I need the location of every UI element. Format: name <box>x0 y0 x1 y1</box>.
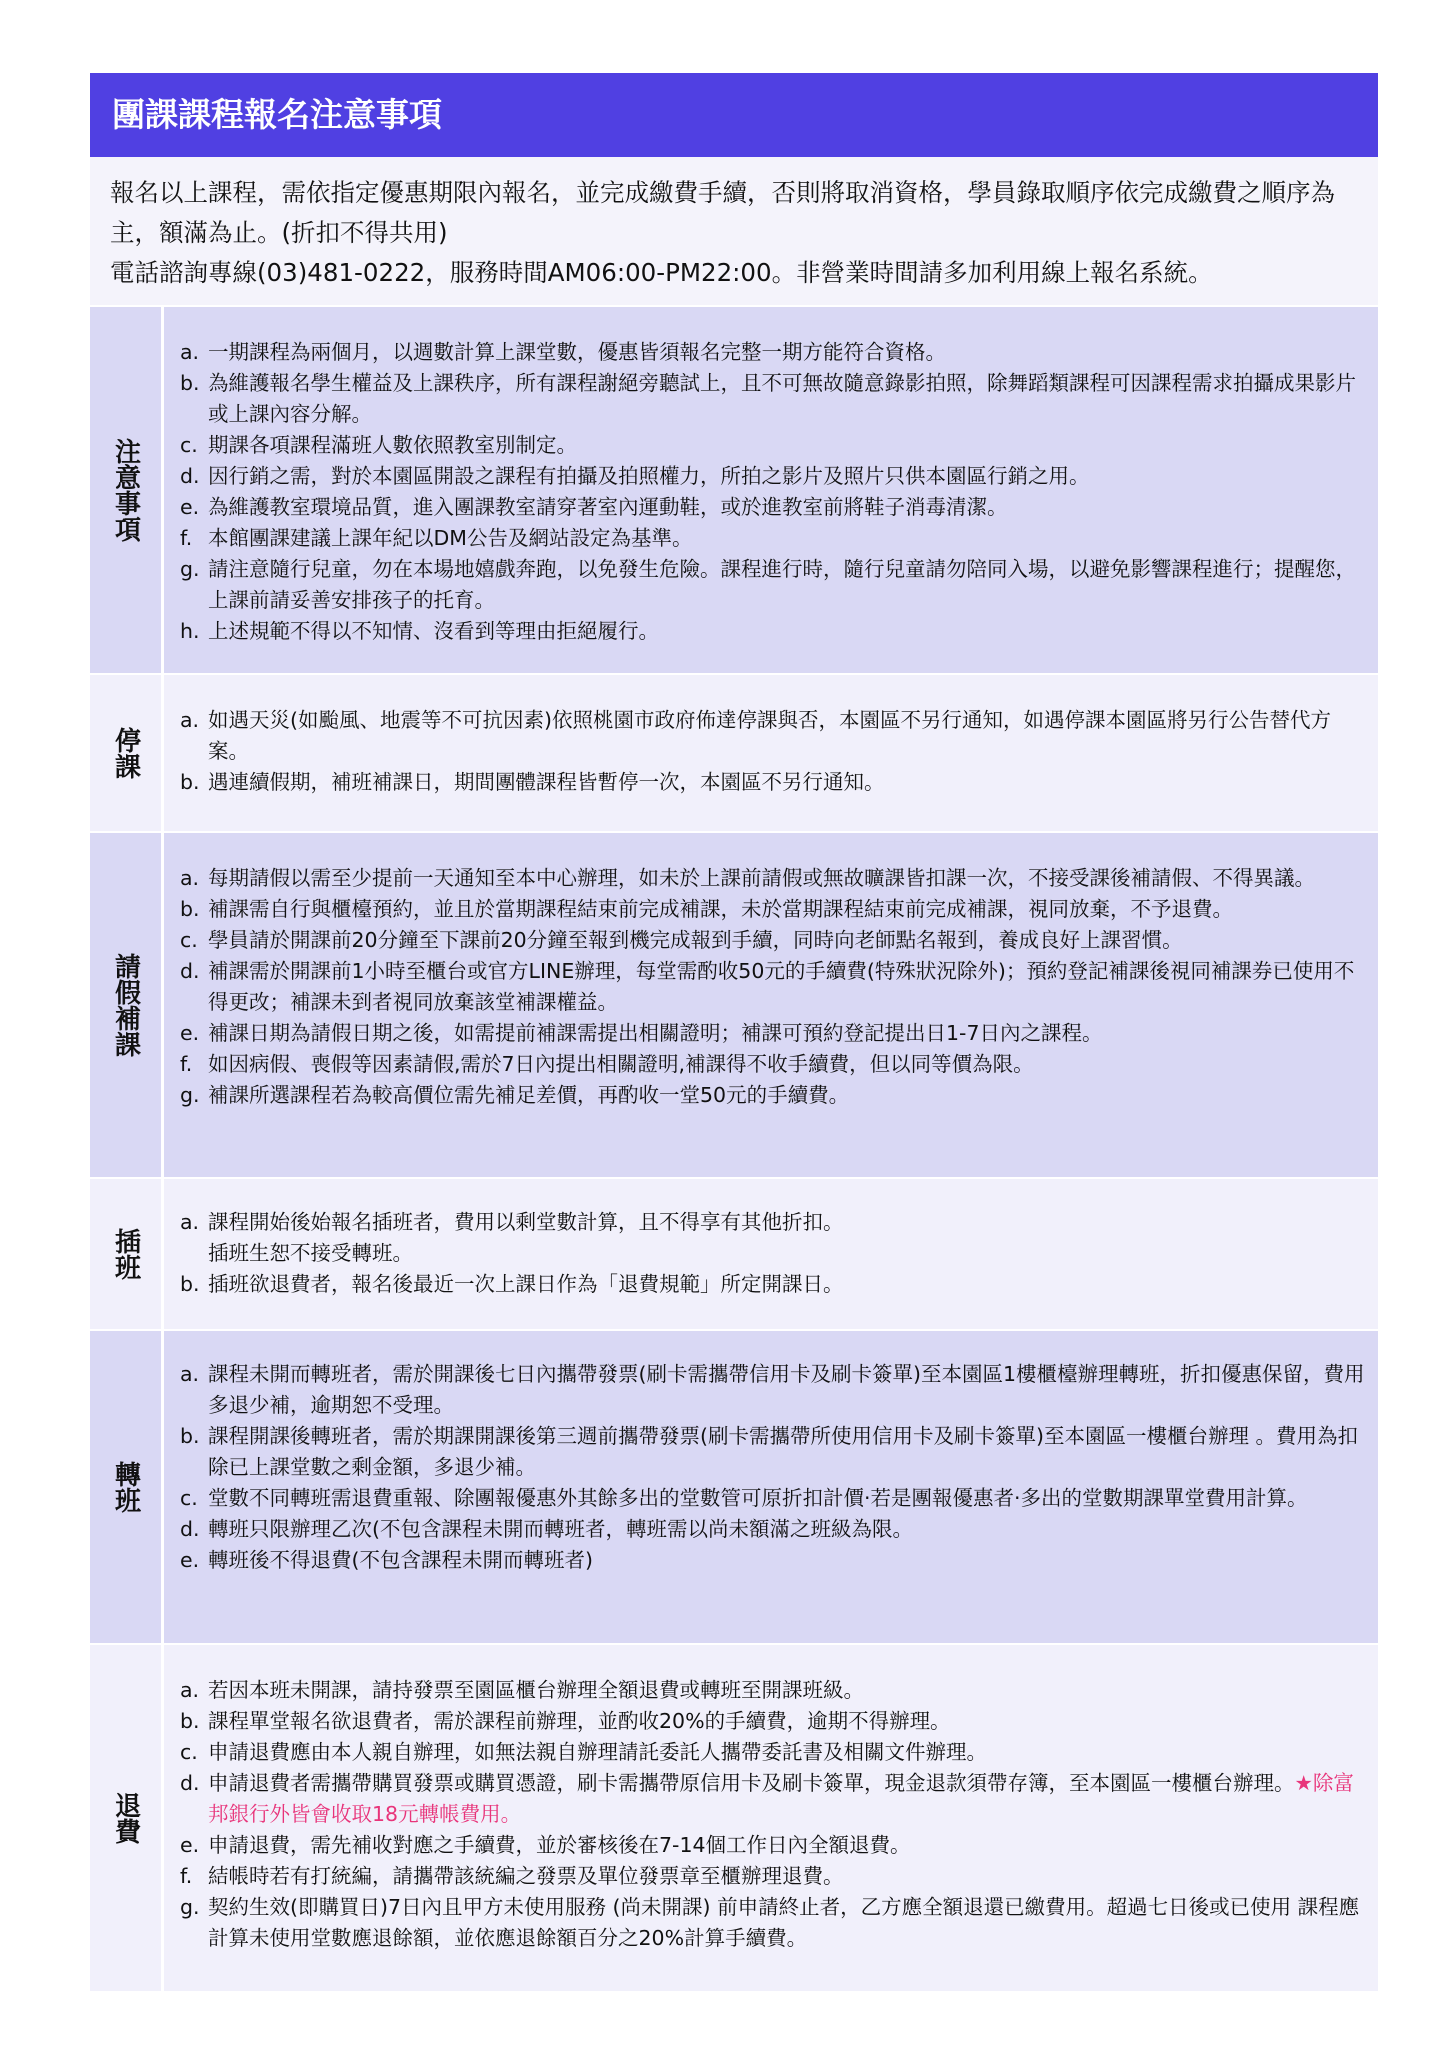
item-text-content: 為維護教室環境品質，進入團課教室請穿著室內運動鞋，或於進教室前將鞋子消毒清潔。 <box>208 495 1008 519</box>
item-text <box>208 1049 1366 1080</box>
item-marker: f. <box>180 1052 193 1076</box>
item-text <box>208 1768 1366 1830</box>
item-marker: d. <box>180 1771 200 1795</box>
item-marker: b. <box>180 1272 200 1296</box>
item-text <box>208 1830 1366 1861</box>
item-marker: d. <box>180 464 200 488</box>
item-text <box>208 1861 1366 1892</box>
item-text <box>208 1421 1366 1483</box>
item-text <box>208 767 1366 798</box>
item-text <box>208 894 1366 925</box>
item-text <box>208 1269 1366 1300</box>
item-marker: e. <box>180 495 200 519</box>
list-item <box>180 616 1366 647</box>
list-item <box>180 1892 1366 1954</box>
item-text-content: 每期請假以需至少提前一天通知至本中心辦理，如未於上課前請假或無故曠課皆扣課一次，不接受課後補請假、不得異議。 <box>208 866 1315 890</box>
intro-line-contact: 電話諮詢專線(03)481-0222，服務時間AM06:00-PM22:00。非營業時間請多加利用線上報名系統。 <box>110 258 1213 287</box>
item-text-content: 如遇天災(如颱風、地震等不可抗因素)依照桃園市政府佈達停課與否，本園區不另行通知，如遇停課本園區將另行公告替代方案。 <box>208 708 1331 763</box>
item-text-content: 本館團課建議上課年紀以DM公告及網站設定為基準。 <box>208 526 693 550</box>
list-item <box>180 554 1366 616</box>
list-item <box>180 1018 1366 1049</box>
item-text <box>208 616 1366 647</box>
sections <box>90 305 1378 1991</box>
item-text-content: 請注意隨行兒童，勿在本場地嬉戲奔跑，以免發生危險。課程進行時，隨行兒童請勿陪同入場，以避免影響課程進行；提醒您，上課前請妥善安排孩子的托育。 <box>208 557 1356 612</box>
item-text-content: 若因本班未開課，請持發票至園區櫃台辦理全額退費或轉班至開課班級。 <box>208 1678 864 1702</box>
section-label-cell <box>90 833 164 1177</box>
item-text-content: 課程未開而轉班者，需於開課後七日內攜帶發票(刷卡需攜帶信用卡及刷卡簽單)至本園區1樓櫃檯辦理轉班，折扣優惠保留，費用多退少補，逾期恕不受理。 <box>208 1362 1365 1417</box>
item-text-content: 課程開始後始報名插班者，費用以剩堂數計算，且不得享有其他折扣。 <box>208 1210 844 1234</box>
section-items <box>164 1179 1378 1329</box>
section-label: 轉班 <box>110 1461 141 1513</box>
list-item <box>180 1207 1366 1238</box>
item-marker: g. <box>180 557 200 581</box>
list-item <box>180 430 1366 461</box>
section-refund <box>90 1643 1378 1991</box>
item-text <box>208 925 1366 956</box>
section-items <box>164 1331 1378 1643</box>
item-marker: f. <box>180 1864 193 1888</box>
list-item <box>180 925 1366 956</box>
item-text <box>208 368 1366 430</box>
item-text-content: 申請退費應由本人親自辦理，如無法親自辦理請託委託人攜帶委託書及相關文件辦理。 <box>208 1740 987 1764</box>
item-highlight-note: ★除富邦銀行外皆會收取18元轉帳費用。 <box>208 1771 1354 1826</box>
section-class-transfer <box>90 1329 1378 1643</box>
list-item <box>180 1830 1366 1861</box>
item-marker: c. <box>180 1740 198 1764</box>
item-text <box>208 1737 1366 1768</box>
list-item <box>180 1514 1366 1545</box>
item-text-content: 為維護報名學生權益及上課秩序，所有課程謝絕旁聽試上，且不可無故隨意錄影拍照，除舞蹈類課程可因課程需求拍攝成果影片或上課內容分解。 <box>208 371 1356 426</box>
item-text-content: 一期課程為兩個月，以週數計算上課堂數，優惠皆須報名完整一期方能符合資格。 <box>208 340 946 364</box>
item-text <box>208 1238 1366 1269</box>
item-text-content: 如因病假、喪假等因素請假,需於7日內提出相關證明,補課得不收手續費，但以同等價為限。 <box>208 1052 1034 1076</box>
item-text <box>208 1359 1366 1421</box>
section-label-cell <box>90 1179 164 1329</box>
list-item <box>180 1049 1366 1080</box>
item-marker: b. <box>180 1424 200 1448</box>
section-notes <box>90 305 1378 673</box>
item-text <box>208 523 1366 554</box>
section-label-cell <box>90 307 164 673</box>
item-marker: c. <box>180 928 198 952</box>
item-text-content: 補課所選課程若為較高價位需先補足差價，再酌收一堂50元的手續費。 <box>208 1083 850 1107</box>
item-text-content: 上述規範不得以不知情、沒看到等理由拒絕履行。 <box>208 619 659 643</box>
item-marker: a. <box>180 1210 200 1234</box>
item-marker: a. <box>180 708 200 732</box>
item-text-content: 結帳時若有打統編，請攜帶該統編之發票及單位發票章至櫃辦理退費。 <box>208 1864 844 1888</box>
item-marker: h. <box>180 619 200 643</box>
item-text-content: 插班生恕不接受轉班。 <box>208 1241 413 1265</box>
item-text-content: 因行銷之需，對於本園區開設之課程有拍攝及拍照權力，所拍之影片及照片只供本園區行銷之用。 <box>208 464 1090 488</box>
item-marker: a. <box>180 866 200 890</box>
item-text <box>208 956 1366 1018</box>
list-item <box>180 461 1366 492</box>
item-text <box>208 461 1366 492</box>
item-marker: d. <box>180 959 200 983</box>
list-item <box>180 1080 1366 1111</box>
list-item <box>180 337 1366 368</box>
item-text-content: 申請退費者需攜帶購買發票或購買憑證，刷卡需攜帶原信用卡及刷卡簽單，現金退款須帶存簿，至本園區一樓櫃台辦理。 <box>208 1771 1295 1795</box>
item-marker: g. <box>180 1083 200 1107</box>
item-text-content: 補課需自行與櫃檯預約，並且於當期課程結束前完成補課，未於當期課程結束前完成補課，視同放棄，不予退費。 <box>208 897 1233 921</box>
item-text <box>208 863 1366 894</box>
item-text <box>208 1545 1366 1576</box>
item-text <box>208 430 1366 461</box>
item-marker: c. <box>180 433 198 457</box>
list-item <box>180 1238 1366 1269</box>
item-marker: c. <box>180 1486 198 1510</box>
list-item <box>180 1737 1366 1768</box>
list-item <box>180 1545 1366 1576</box>
item-text <box>208 1207 1366 1238</box>
item-marker: d. <box>180 1517 200 1541</box>
section-items <box>164 1645 1378 1991</box>
section-items <box>164 307 1378 673</box>
intro-block <box>90 157 1378 305</box>
item-text-content: 補課日期為請假日期之後，如需提前補課需提出相關證明；補課可預約登記提出日1-7日內之課程。 <box>208 1021 1103 1045</box>
item-text-content: 堂數不同轉班需退費重報、除團報優惠外其餘多出的堂數管可原折扣計價·若是團報優惠者·多出的堂數期課單堂費用計算。 <box>208 1486 1308 1510</box>
item-text-content: 插班欲退費者，報名後最近一次上課日作為「退費規範」所定開課日。 <box>208 1272 844 1296</box>
item-text <box>208 337 1366 368</box>
list-item <box>180 767 1366 798</box>
item-marker: a. <box>180 340 200 364</box>
section-label: 插班 <box>110 1228 141 1280</box>
item-text <box>208 1018 1366 1049</box>
section-label-cell <box>90 1645 164 1991</box>
list-item <box>180 1861 1366 1892</box>
item-text-content: 申請退費，需先補收對應之手續費，並於審核後在7-14個工作日內全額退費。 <box>208 1833 911 1857</box>
item-text <box>208 705 1366 767</box>
item-text-content: 轉班只限辦理乙次(不包含課程未開而轉班者，轉班需以尚未額滿之班級為限。 <box>208 1517 913 1541</box>
item-marker: g. <box>180 1895 200 1919</box>
item-marker <box>180 1238 208 1269</box>
item-marker: b. <box>180 770 200 794</box>
list-item <box>180 1675 1366 1706</box>
notice-document <box>90 73 1378 1991</box>
page-title: 團課課程報名注意事項 <box>90 73 1378 157</box>
section-label: 退費 <box>110 1792 141 1844</box>
item-marker: b. <box>180 371 200 395</box>
item-text <box>208 492 1366 523</box>
section-items <box>164 675 1378 831</box>
item-text-content: 課程單堂報名欲退費者，需於課程前辦理，並酌收20%的手續費，逾期不得辦理。 <box>208 1709 951 1733</box>
item-marker: e. <box>180 1833 200 1857</box>
item-text-content: 期課各項課程滿班人數依照教室別制定。 <box>208 433 577 457</box>
list-item <box>180 863 1366 894</box>
list-item <box>180 1359 1366 1421</box>
item-marker: a. <box>180 1678 200 1702</box>
item-marker: f. <box>180 526 193 550</box>
item-text <box>208 1080 1366 1111</box>
list-item <box>180 368 1366 430</box>
item-text-content: 契約生效(即購買日)7日內且甲方未使用服務 (尚未開課) 前申請終止者，乙方應全額退還已繳費用。超過七日後或已使用 課程應計算未使用堂數應退餘額，並依應退餘額百分之20%計算手續費。 <box>208 1895 1360 1950</box>
item-text <box>208 1706 1366 1737</box>
item-text-content: 補課需於開課前1小時至櫃台或官方LINE辦理，每堂需酌收50元的手續費(特殊狀況除外)；預約登記補課後視同補課券已使用不得更改；補課未到者視同放棄該堂補課權益。 <box>208 959 1355 1014</box>
item-text-content: 學員請於開課前20分鐘至下課前20分鐘至報到機完成報到手續，同時向老師點名報到，養成良好上課習慣。 <box>208 928 1183 952</box>
item-text-content: 課程開課後轉班者，需於期課開課後第三週前攜帶發票(刷卡需攜帶所使用信用卡及刷卡簽單)至本園區一樓櫃台辦理 。費用為扣除已上課堂數之剩金額，多退少補。 <box>208 1424 1359 1479</box>
item-marker: e. <box>180 1021 200 1045</box>
section-leave-makeup <box>90 831 1378 1177</box>
item-text <box>208 1514 1366 1545</box>
item-marker: e. <box>180 1548 200 1572</box>
list-item <box>180 1768 1366 1830</box>
item-text-content: 轉班後不得退費(不包含課程未開而轉班者) <box>208 1548 593 1572</box>
section-label: 請假補課 <box>110 953 141 1057</box>
item-marker: b. <box>180 897 200 921</box>
section-label-cell <box>90 1331 164 1643</box>
list-item <box>180 956 1366 1018</box>
intro-line-registration: 報名以上課程，需依指定優惠期限內報名，並完成繳費手續，否則將取消資格，學員錄取順序依完成繳費之順序為主，額滿為止。(折扣不得共用) <box>110 178 1335 247</box>
item-text <box>208 1892 1366 1954</box>
section-label: 停課 <box>110 727 141 779</box>
item-marker: a. <box>180 1362 200 1386</box>
item-text <box>208 1675 1366 1706</box>
section-join-midway <box>90 1177 1378 1329</box>
item-text <box>208 1483 1366 1514</box>
list-item <box>180 894 1366 925</box>
list-item <box>180 523 1366 554</box>
item-text <box>208 554 1366 616</box>
list-item <box>180 1421 1366 1483</box>
section-label: 注意事項 <box>110 438 141 542</box>
list-item <box>180 1483 1366 1514</box>
item-text-content: 遇連續假期，補班補課日，期間團體課程皆暫停一次，本園區不另行通知。 <box>208 770 885 794</box>
list-item <box>180 492 1366 523</box>
list-item <box>180 705 1366 767</box>
item-marker: b. <box>180 1709 200 1733</box>
section-suspension <box>90 673 1378 831</box>
list-item <box>180 1706 1366 1737</box>
section-label-cell <box>90 675 164 831</box>
list-item <box>180 1269 1366 1300</box>
section-items <box>164 833 1378 1177</box>
